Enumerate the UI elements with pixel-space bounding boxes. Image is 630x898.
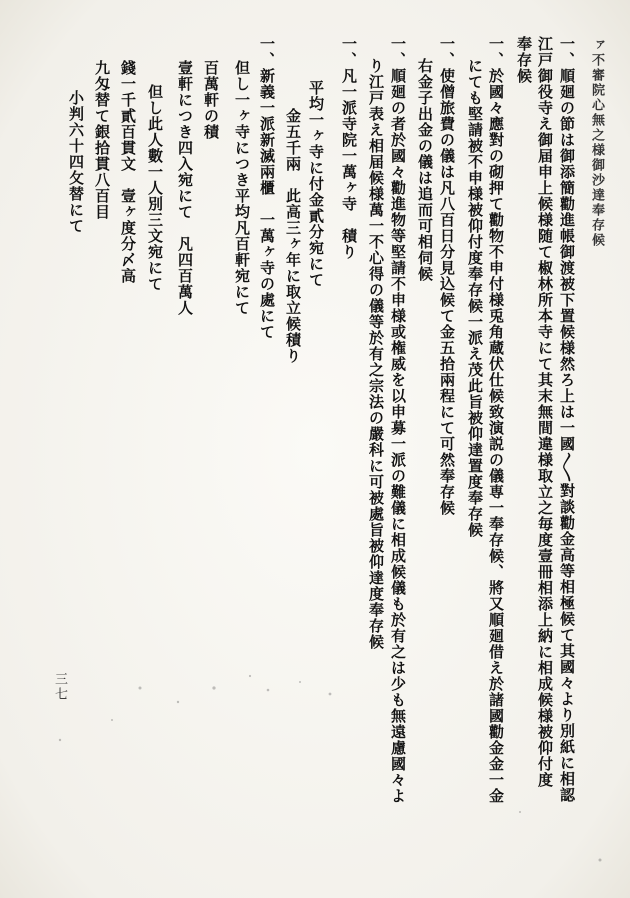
text-column: 但し一ヶ寺につき平均凡百軒宛にて — [233, 60, 251, 316]
page-number: 三七 — [52, 672, 67, 702]
text-column: 錢一千貳百貫文 壹ヶ度分〆高 — [119, 60, 137, 284]
running-header: ァ不審院心無之様御沙達奉存候 — [589, 38, 604, 248]
text-column: 小判六十四攵替にて — [67, 90, 85, 234]
text-column: 一、順廻の者於國々勸進物等堅請不申様或権威を以申募一派の難儀に相成候儀も於有之は少も無遠慮國々よ — [389, 36, 407, 804]
text-column: 一、新義一派新滅兩櫃 一萬ヶ寺の處にて — [258, 36, 276, 340]
text-column: 壹軒につき四入宛にて 凡四百萬人 — [176, 60, 194, 316]
text-column: 百萬軒の積 — [202, 60, 220, 140]
text-column: 金五千兩 此高三ヶ年に取立候積り — [284, 108, 302, 364]
text-column: 但し此人數一人別三文宛にて — [146, 84, 164, 292]
text-column: 江戸御役寺え御届申上候様随て椒林所本寺にて其末無間違様取立之毎度壹冊相添上納に相成候様被仰付度 — [536, 36, 554, 788]
text-column: 右金子出金の儀は追而可相伺候 — [416, 58, 434, 282]
text-column: にても堅請被不申様被仰付度奉存候一派え茂此旨被仰達置度奉存候 — [466, 58, 484, 538]
text-column: 一、使僧旅費の儀は凡八百日分見込候て金五拾兩程にて可然奉存候 — [438, 36, 456, 516]
text-column: 奉存候 — [515, 36, 533, 84]
text-column: 一、凡一派寺院一萬ヶ寺 積り — [340, 36, 358, 260]
text-column: 一、於國々應對の砌押て勸物不申付様兎角蔵伏仕候致演説の儀専一奉存候、將又順廻借え於諸國勸金金一金 — [487, 36, 505, 804]
text-column: 平均一ヶ寺に付金貳分宛にて — [307, 80, 325, 288]
text-column: 一、順廻の節は御添簡勸進帳御渡被下置候様然ろ上は一國〳〵對談勸金高等相極候て其國々より別紙に相認 — [558, 36, 576, 803]
text-column: 九匁替て銀拾貫八百目 — [93, 60, 111, 220]
text-column: り江戸表え相届候様萬一不心得の儀等於有之宗法の嚴科に可被處旨被仰達度奉存候 — [367, 58, 385, 650]
